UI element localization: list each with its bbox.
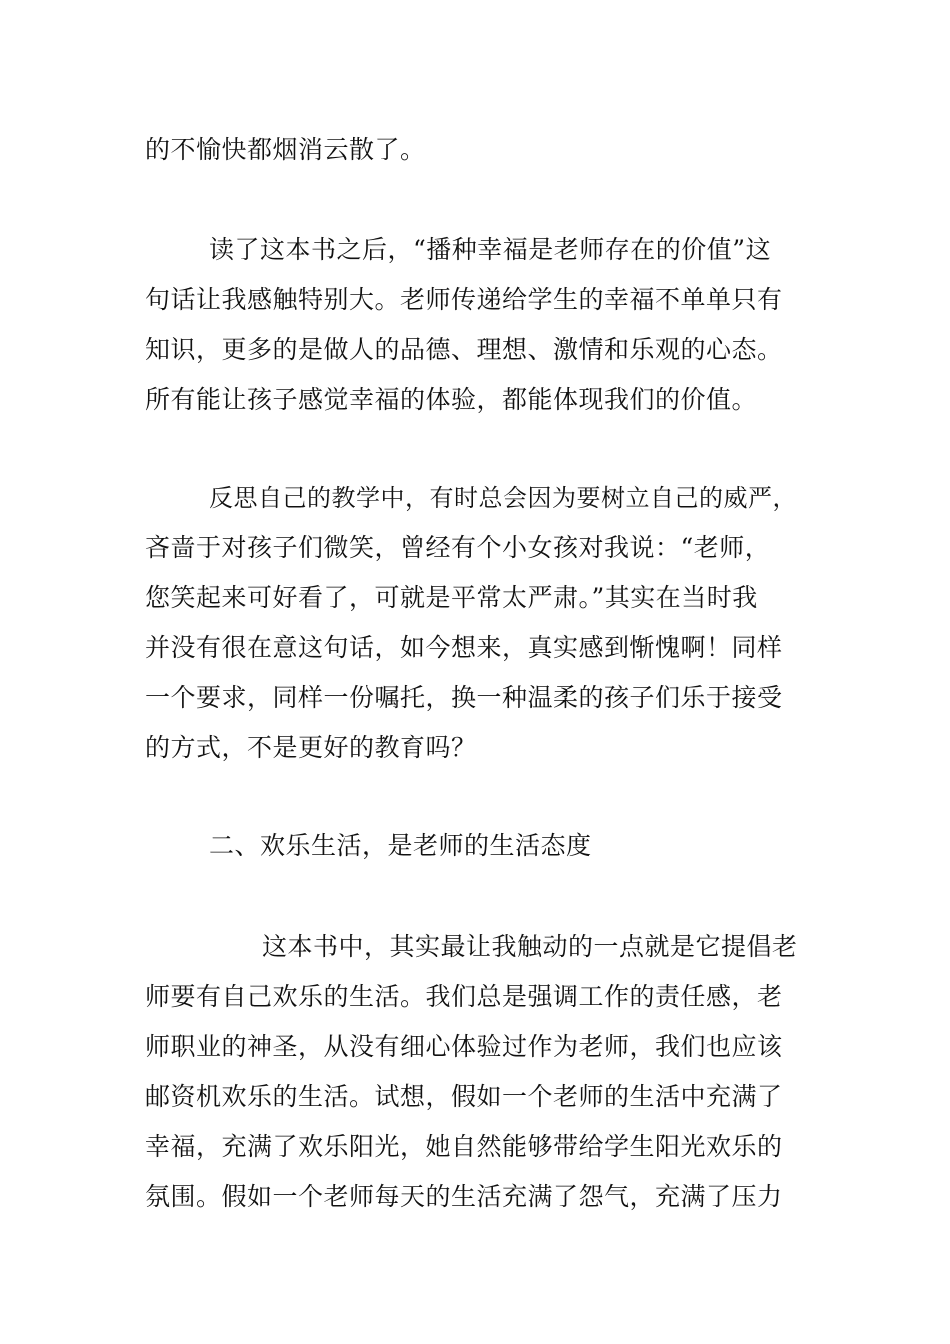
- text-line: 的不愉快都烟消云散了。: [145, 135, 426, 164]
- text-line: 邮资机欢乐的生活。试想，假如一个老师的生活中充满了: [145, 1082, 783, 1111]
- text-line: 师要有自己欢乐的生活。我们总是强调工作的责任感，老: [145, 982, 783, 1011]
- text-line: 所有能让孩子感觉幸福的体验，都能体现我们的价值。: [145, 385, 758, 414]
- text-line: 师职业的神圣，从没有细心体验过作为老师，我们也应该: [145, 1032, 783, 1061]
- paragraph-start-line: 反思自己的教学中，有时总会因为要树立自己的威严，: [209, 484, 797, 512]
- text-line: 吝啬于对孩子们微笑，曾经有个小女孩对我说：“老师，: [145, 533, 771, 562]
- text-line: 一个要求，同样一份嘱托，换一种温柔的孩子们乐于接受: [145, 683, 783, 712]
- section-heading: 二、欢乐生活，是老师的生活态度: [209, 831, 592, 860]
- text-line: 知识，更多的是做人的品德、理想、激情和乐观的心态。: [145, 335, 783, 364]
- paragraph-start-line: 读了这本书之后，“播种幸福是老师存在的价值”这: [209, 235, 772, 264]
- text-line: 氛围。假如一个老师每天的生活充满了怨气，充满了压力: [145, 1182, 783, 1211]
- text-line: 句话让我感触特别大。老师传递给学生的幸福不单单只有: [145, 285, 783, 314]
- paragraph-start-line: 这本书中，其实最让我触动的一点就是它提倡老: [262, 932, 798, 961]
- text-line: 并没有很在意这句话，如今想来，真实感到惭愧啊！同样: [145, 633, 783, 662]
- text-line: 的方式，不是更好的教育吗？: [145, 733, 477, 762]
- text-line: 幸福，充满了欢乐阳光，她自然能够带给学生阳光欢乐的: [145, 1132, 783, 1161]
- text-line: 您笑起来可好看了，可就是平常太严肃。”其实在当时我: [145, 583, 758, 612]
